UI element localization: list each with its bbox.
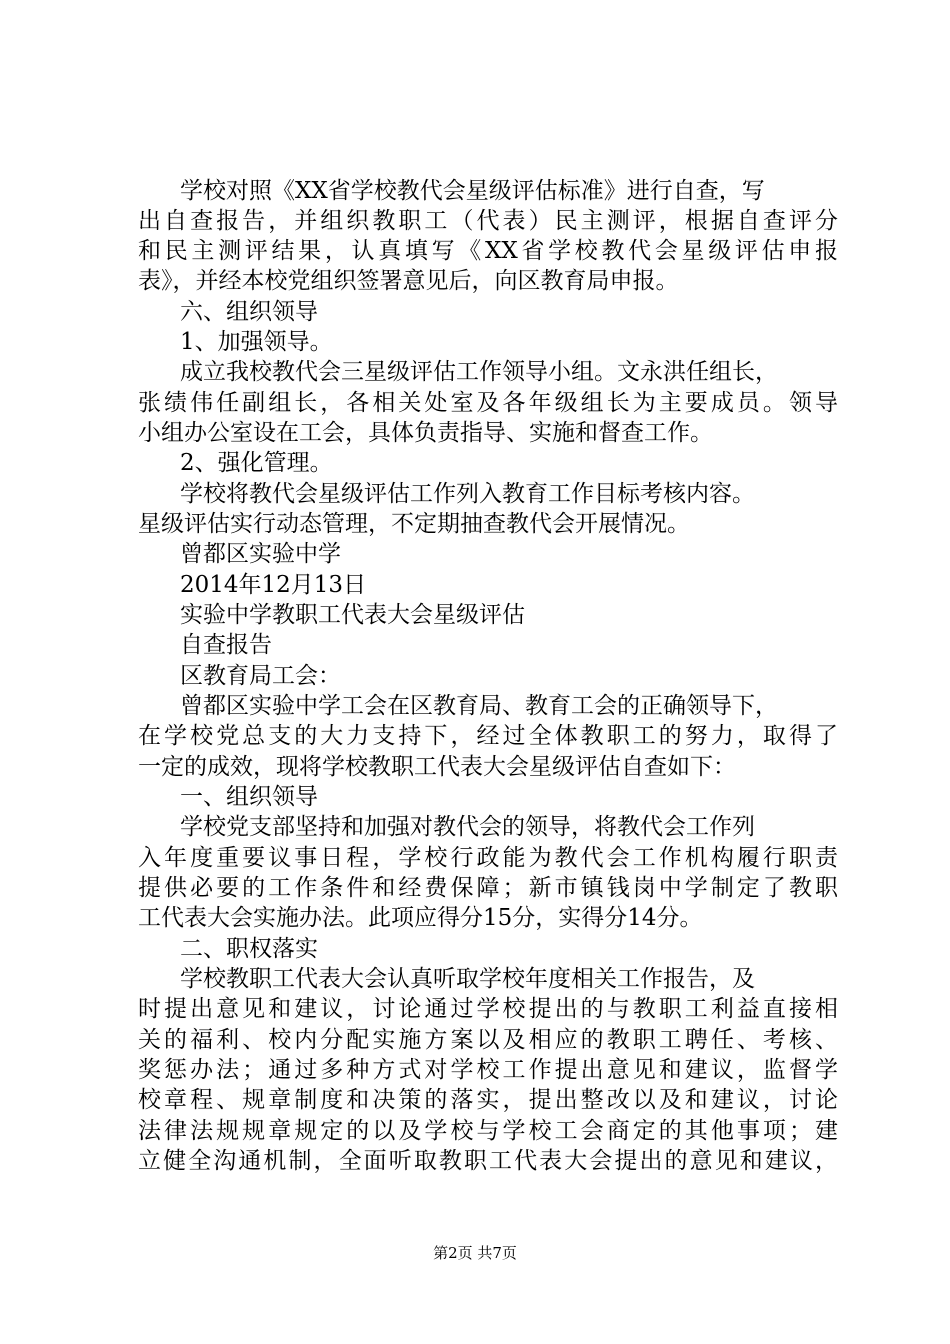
paragraph-line: 法律法规规章规定的以及学校与学校工会商定的其他事项；建	[138, 1118, 838, 1144]
paragraph-line: 关的福利、校内分配实施方案以及相应的教职工聘任、考核、	[138, 1027, 838, 1053]
report-title: 实验中学教职工代表大会星级评估	[180, 602, 525, 628]
section-heading: 六、组织领导	[180, 299, 318, 325]
paragraph-line: 时提出意见和建议，讨论通过学校提出的与教职工利益直接相	[138, 996, 838, 1022]
signature-date: 2014年12月13日	[180, 572, 367, 598]
page-number-footer: 第2页 共7页	[433, 1244, 517, 1262]
paragraph-line: 学校党支部坚持和加强对教代会的领导，将教代会工作列	[180, 814, 755, 840]
subsection-heading: 1、加强领导。	[180, 329, 333, 355]
paragraph-line: 立健全沟通机制，全面听取教职工代表大会提出的意见和建议，	[138, 1148, 838, 1174]
paragraph-line: 表》，并经本校党组织签署意见后，向区教育局申报。	[138, 268, 679, 294]
paragraph-line: 成立我校教代会三星级评估工作领导小组。文永洪任组长，	[180, 359, 778, 385]
paragraph-line: 学校将教代会星级评估工作列入教育工作目标考核内容。	[180, 481, 755, 507]
paragraph-line: 入年度重要议事日程，学校行政能为教代会工作机构履行职责	[138, 845, 838, 871]
subsection-heading: 2、强化管理。	[180, 450, 333, 476]
paragraph-line: 小组办公室设在工会，具体负责指导、实施和督查工作。	[138, 420, 713, 446]
paragraph-line: 提供必要的工作条件和经费保障；新市镇钱岗中学制定了教职	[138, 875, 838, 901]
report-subtitle: 自查报告	[180, 632, 272, 658]
paragraph-line: 出自查报告，并组织教职工（代表）民主测评，根据自查评分	[138, 208, 838, 234]
salutation: 区教育局工会：	[180, 663, 341, 689]
paragraph-line: 张绩伟任副组长，各相关处室及各年级组长为主要成员。领导	[138, 390, 838, 416]
paragraph-line: 星级评估实行动态管理，不定期抽查教代会开展情况。	[138, 511, 690, 537]
paragraph-line: 学校对照《XX省学校教代会星级评估标准》进行自查，写	[180, 178, 765, 204]
paragraph-line: 奖惩办法；通过多种方式对学校工作提出意见和建议，监督学	[138, 1057, 838, 1083]
paragraph-line: 工代表大会实施办法。此项应得分15分，实得分14分。	[138, 905, 703, 931]
paragraph-line: 校章程、规章制度和决策的落实，提出整改以及和建议，讨论	[138, 1087, 838, 1113]
paragraph-line: 一定的成效，现将学校教职工代表大会星级评估自查如下：	[138, 754, 736, 780]
section-heading: 二、职权落实	[180, 936, 318, 962]
paragraph-line: 学校教职工代表大会认真听取学校年度相关工作报告，及	[180, 966, 755, 992]
paragraph-line: 曾都区实验中学工会在区教育局、教育工会的正确领导下，	[180, 693, 778, 719]
section-heading: 一、组织领导	[180, 784, 318, 810]
paragraph-line: 和民主测评结果，认真填写《XX省学校教代会星级评估申报	[138, 238, 838, 264]
paragraph-line: 在学校党总支的大力支持下，经过全体教职工的努力，取得了	[138, 723, 838, 749]
signature-org: 曾都区实验中学	[180, 541, 341, 567]
